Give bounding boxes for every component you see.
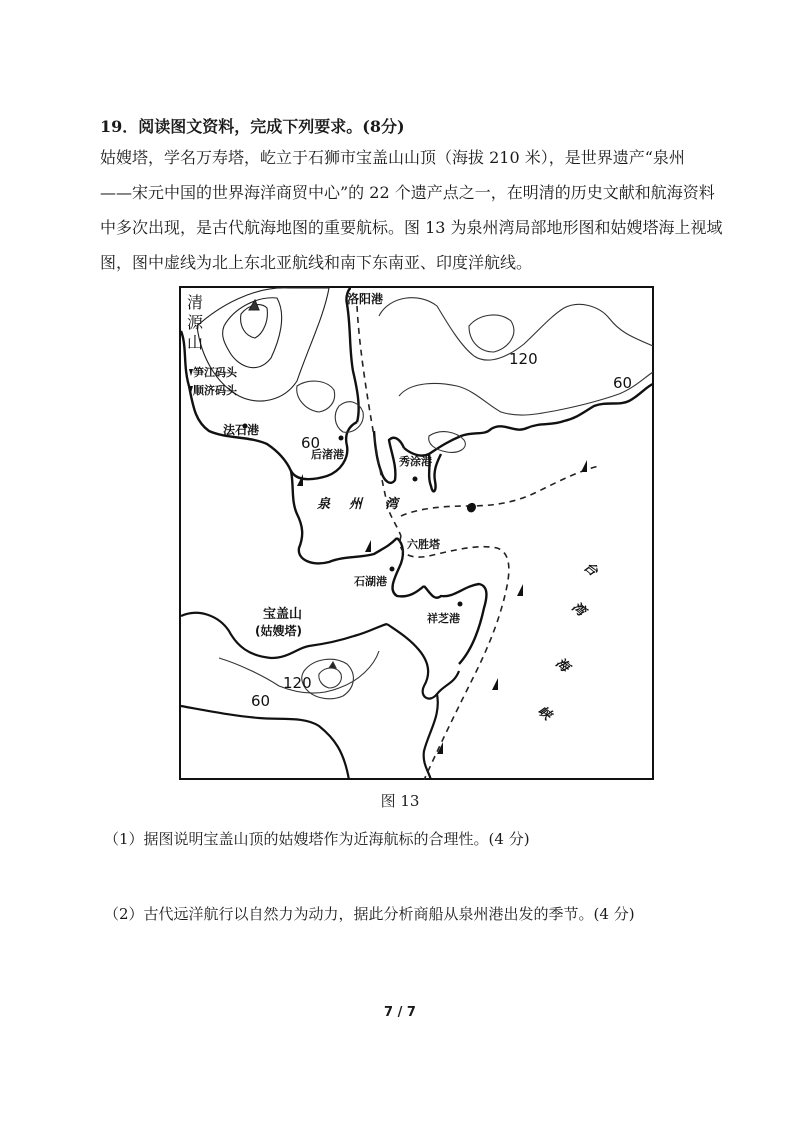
contour-label-60-mid: 60 <box>301 434 321 452</box>
quanzhou-bay-map <box>179 286 654 780</box>
shunji-wharf-label: 顺济码头 <box>193 384 237 397</box>
bay-label-1: 泉 <box>317 497 331 512</box>
figure-caption: 图 13 <box>380 792 420 810</box>
liusheng-pagoda-label: 六胜塔 <box>407 538 440 551</box>
strait-label-2: 湾 <box>568 599 589 620</box>
qingyuan-label-1: 清 <box>187 293 204 312</box>
contour-label-120-south: 120 <box>283 674 312 692</box>
baogai-mountain-label: 宝盖山 <box>263 607 303 622</box>
xiutu-port-label: 秀涂港 <box>399 455 432 468</box>
sunjiang-wharf-label: 笋江码头 <box>193 366 237 379</box>
contour-label-120-north: 120 <box>509 350 538 368</box>
subquestion-1: （1）据图说明宝盖山顶的姑嫂塔作为近海航标的合理性。(4 分) <box>104 830 530 848</box>
fashi-port-label: 法石港 <box>223 423 260 437</box>
qingyuan-label-3: 山 <box>187 333 204 352</box>
page-number: 7 / 7 <box>384 1005 416 1020</box>
paragraph-line: 中多次出现，是古代航海地图的重要航标。图 13 为泉州湾局部地形图和姑嫂塔海上视域 <box>100 218 723 237</box>
qingyuan-label-2: 源 <box>187 313 204 332</box>
shihu-port-label: 石湖港 <box>354 575 387 588</box>
qingyuan-label <box>187 293 204 352</box>
bay-label-3: 湾 <box>385 497 399 512</box>
houzhu-port-label: 后渚港 <box>311 448 344 461</box>
question-title: 19．阅读图文资料，完成下列要求。(8分) <box>100 117 405 136</box>
bay-label <box>317 496 401 512</box>
xiangzhi-port-label: 祥芝港 <box>427 612 460 625</box>
strait-label-4: 峡 <box>534 703 555 724</box>
contour-label-60-east: 60 <box>613 374 633 392</box>
contour-label-60-south: 60 <box>251 692 271 710</box>
paragraph-line: 图，图中虚线为北上东北亚航线和南下东南亚、印度洋航线。 <box>100 253 533 272</box>
luoyang-port-label: 洛阳港 <box>347 292 384 306</box>
strait-label-3: 海 <box>552 655 573 676</box>
paragraph-line: 姑嫂塔，学名万寿塔，屹立于石狮市宝盖山山顶（海拔 210 米），是世界遗产“泉州 <box>100 148 685 167</box>
paragraph-line: ——宋元中国的世界海洋商贸中心”的 22 个遗产点之一，在明清的历史文献和航海资料 <box>100 183 715 202</box>
bay-label-2: 州 <box>349 497 363 512</box>
gusao-pagoda-label: (姑嫂塔) <box>255 624 302 638</box>
strait-label-1: 台 <box>580 559 601 580</box>
subquestion-2: （2）古代远洋航行以自然力为动力，据此分析商船从泉州港出发的季节。(4 分) <box>104 905 635 923</box>
